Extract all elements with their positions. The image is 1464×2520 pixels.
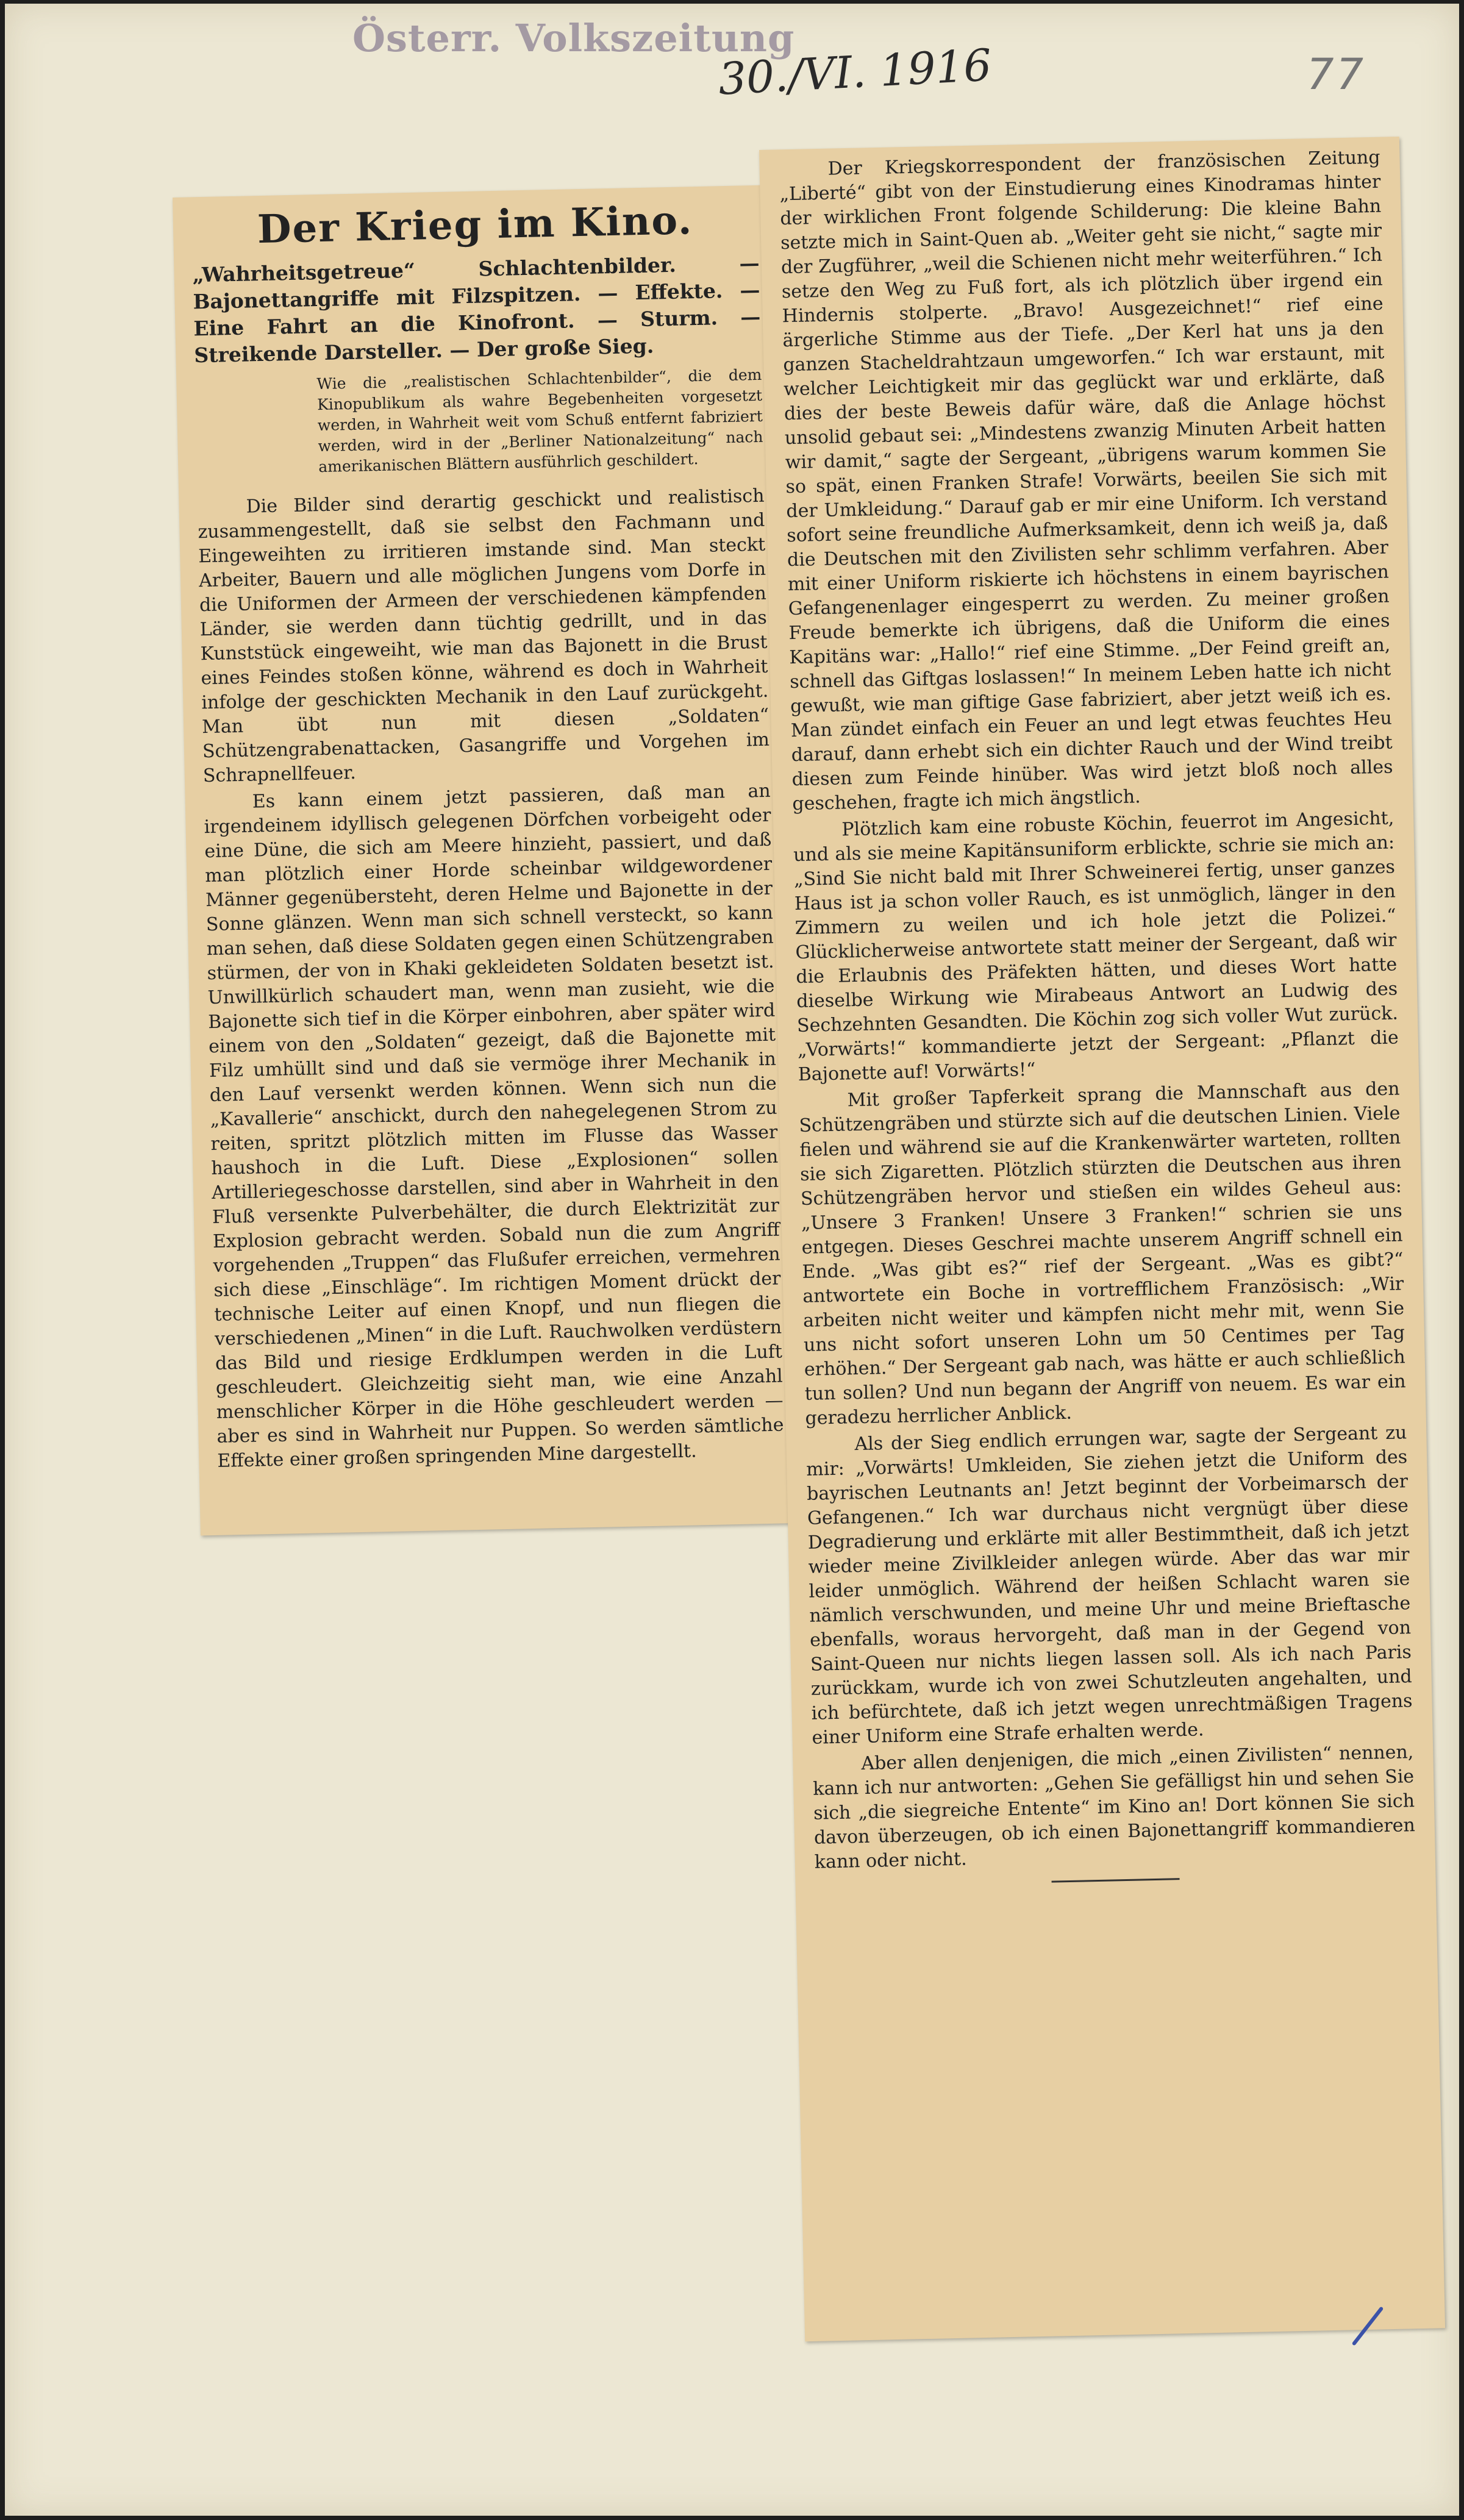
article-paragraph: Aber allen denjenigen, die mich „einen Zivilisten“ nennen, kann ich nur antworten: „Gehen Sie gefälligst hin und sehen Sie sich „die siegreiche Entente“ im Kino an! Dort können Sie sich davon überzeugen, ob ich einen Bajonettangriff kommandieren kann oder nicht. bbox=[812, 1741, 1416, 1873]
page-number: 77 bbox=[1307, 49, 1366, 99]
archive-sheet bbox=[5, 4, 1459, 2516]
article-subheadline: „Wahrheitsgetreue“ Schlachtenbilder. — Bajonettangriffe mit Filzspitzen. — Effekte. — Eine Fahrt an die Kinofront. — Sturm. — Streikende Darsteller. — Der große Sieg. bbox=[192, 251, 761, 368]
article-intro: Wie die „realistischen Schlachtenbilder“, die dem Kinopublikum als wahre Begebenheiten vorgesetzt werden, in Wahrheit weit vom Schuß entfernt fabriziert werden, wird in der „Berliner Nationalzeitung“ nach amerikanischen Blättern ausführlich geschildert. bbox=[316, 365, 763, 476]
article-paragraph: Als der Sieg endlich errungen war, sagte der Sergeant zu mir: „Vorwärts! Umkleiden, Sie ziehen jetzt die Uniform des bayrischen Leutnants an! Jetzt beginnt der Vorbeimarsch der Gefangenen.“ Ich war durchaus nicht vergnügt über diese Degradierung und erklärte mit aller Bestimmtheit, daß ich jetzt wieder meine Zivilkleider anlegen würde. Aber das war mir leider unmöglich. Während der heißen Schlacht waren sie nämlich verschwunden, und meine Uhr und meine Brieftasche ebenfalls, woraus hervorgeht, daß man in der Gegend von Saint-Queen nur nichts liegen lassen soll. Als ich nach Paris zurückkam, wurde ich von zwei Schutzleuten angehalten, und ich befürchtete, daß ich jetzt wegen unrechtmäßigen Tragens einer Uniform eine Strafe erhalten werde. bbox=[805, 1422, 1413, 1749]
article-paragraph: Es kann einem jetzt passieren, daß man an irgendeinem idyllisch gelegenen Dörfchen vorbeigeht oder eine Düne, die sich am Meere hinzieht, passiert, und daß man plötzlich einer Horde scheinbar wildgewordener Männer gegenübersteht, deren Helme und Bajonette in der Sonne glänzen. Wenn man sich schnell versteckt, so kann man sehen, daß diese Soldaten gegen einen Schützengraben stürmen, der von in Khaki gekleideten Soldaten besetzt ist. Unwillkürlich schaudert man, wenn man zusieht, wie die Bajonette sich tief in die Körper einbohren, aber später wird einem von den „Soldaten“ gezeigt, daß die Bajonette mit Filz umhüllt sind und daß sie vermöge ihrer Mechanik in den Lauf versenkt werden können. Wenn sich nun die „Kavallerie“ anschickt, durch den nahegelegenen Strom zu reiten, spritzt plötzlich mitten im Flusse das Wasser haushoch in die Luft. Diese „Explosionen“ sollen Artilleriegeschosse darstellen, sind aber in Wahrheit in den Fluß versenkte Pulverbehälter, die durch Elektrizität zur Explosion gebracht werden. Sobald nun die zum Angriff vorgehenden „Truppen“ das Flußufer erreichen, vermehren sich diese „Einschläge“. Im richtigen Moment drückt der technische Leiter auf einen Knopf, und nun fliegen die verschiedenen „Minen“ in die Luft. Rauchwolken verdüstern das Bild und riesige Erdklumpen werden in die Luft geschleudert. Gleichzeitig sieht man, wie eine Anzahl menschlicher Körper in die Höhe geschleudert werden — aber es sind in Wahrheit nur Puppen. So werden sämtliche Effekte einer großen springenden Mine dargestellt. bbox=[204, 780, 784, 1472]
handwritten-date: 30./VI. 1916 bbox=[717, 39, 993, 105]
article-paragraph: Plötzlich kam eine robuste Köchin, feuerrot im Angesicht, und als sie meine Kapitänsuniform erblickte, schrie sie mich an: „Sind Sie nicht bald mit Ihrer Schweinerei fertig, unser ganzes Haus ist ja schon voller Rauch, es ist unmöglich, länger in den Zimmern zu weilen und ich hole jetzt die Polizei.“ Glücklicherweise antwortete statt meiner der Sergeant, daß wir die Erlaubnis des Präfekten hätten, und dieses Wort hatte dieselbe Wirkung wie Mirabeaus Antwort an Ludwig des Sechzehnten Gesandten. Die Köchin zog sich voller Wut zurück. „Vorwärts!“ kommandierte jetzt der Sergeant: „Pflanzt die Bajonette auf! Vorwärts!“ bbox=[793, 807, 1399, 1085]
article-paragraph: Die Bilder sind derartig geschickt und realistisch zusammengestellt, daß sie selbst den Fachmann und Eingeweihten zu irritieren imstande sind. Man steckt Arbeiter, Bauern und alle möglichen Jungens vom Dorfe in die Uniformen der Armeen der verschiedenen kämpfenden Länder, sie werden dann tüchtig gedrillt, und in das Kunststück eingeweiht, wie man das Bajonett in die Brust eines Feindes stoßen könne, während es doch in Wahrheit infolge der geschickten Mechanik in den Lauf zurückgeht. Man übt nun mit diesen „Soldaten“ Schützengrabenattacken, Gasangriffe und Vorgehen im Schrapnellfeuer. bbox=[198, 485, 770, 787]
article-paragraph: Mit großer Tapferkeit sprang die Mannschaft aus den Schützengräben und stürzte sich auf die deutschen Linien. Viele fielen und während sie auf die Krankenwärter warteten, rollten sie sich Zigaretten. Plötzlich stürzten die Deutschen aus ihren Schützengräben hervor und stießen ein wildes Geheul aus: „Unsere 3 Franken! Unsere 3 Franken!“ schrien sie uns entgegen. Dieses Geschrei machte unserem Angriff schnell ein Ende. „Was gibt es?“ rief der Sergeant. „Was es gibt?“ antwortete ein Boche in vortrefflichem Französisch: „Wir arbeiten nicht weiter und kämpfen nicht mehr mit, wenn Sie uns nicht sofort unseren Lohn um 50 Centimes per Tag erhöhen.“ Der Sergeant gab nach, was hätte er auch schließlich tun sollen? Und nun begann der Angriff von neuem. Es war ein geradezu herrlicher Anblick. bbox=[799, 1078, 1406, 1429]
clipping-right-column bbox=[759, 137, 1445, 2341]
article-paragraph: Der Kriegskorrespondent der französischen Zeitung „Liberté“ gibt von der Einstudierung eines Kinodramas hinter der wirklichen Front folgende Schilderung: Die kleine Bahn setzte mich in Saint-Quen ab. „Weiter geht sie nicht,“ sagte mir der Zugführer, „weil die Schienen nicht mehr weiterführen.“ Ich setze den Weg zu Fuß fort, als ich plötzlich über irgend ein Hindernis stolperte. „Bravo! Ausgezeichnet!“ rief eine ärgerliche Stimme aus der Tiefe. „Der Kerl hat uns ja den ganzen Stacheldrahtzaun umgeworfen.“ Ich war erstaunt, mit welcher Leichtigkeit mir das geglückt war und erklärte, daß dies der beste Beweis dafür wäre, daß die Anlage höchst unsolid gebaut sei: „Mindestens zwanzig Minuten Arbeit hatten wir damit,“ sagte der Sergeant, „übrigens warum kommen Sie so spät, einen Franken Strafe! Vorwärts, beeilen Sie sich mit der Umkleidung.“ Darauf gab er mir eine Uniform. Ich verstand sofort seine freundliche Aufmerksamkeit, denn ich weiß ja, daß die Deutschen mit den Zivilisten sehr schlimm verfahren. Aber mit einer Uniform riskierte ich höchstens in einem bayrischen Gefangenenlager eingesperrt zu werden. Zu meiner großen Freude bemerkte ich übrigens, daß die Uniform die eines Kapitäns war: „Hallo!“ rief eine Stimme. „Der Feind greift an, schnell das Giftgas loslassen!“ In meinem Leben hatte ich nicht gewußt, wie man giftige Gase fabriziert, aber jetzt weiß ich es. Man zündet einfach ein Feuer an und legt etwas feuchtes Heu darauf, dann erhebt sich ein dichter Rauch und der Wind treibt diesen zum Feinde hinüber. Was wird jetzt bloß noch alles geschehen, fragte ich mich ängstlich. bbox=[779, 146, 1393, 815]
article-headline: Der Krieg im Kino. bbox=[257, 198, 693, 253]
clipping-left-column bbox=[173, 185, 804, 1535]
end-rule bbox=[1052, 1878, 1180, 1882]
newspaper-stamp: Österr. Volkszeitung bbox=[352, 16, 795, 60]
